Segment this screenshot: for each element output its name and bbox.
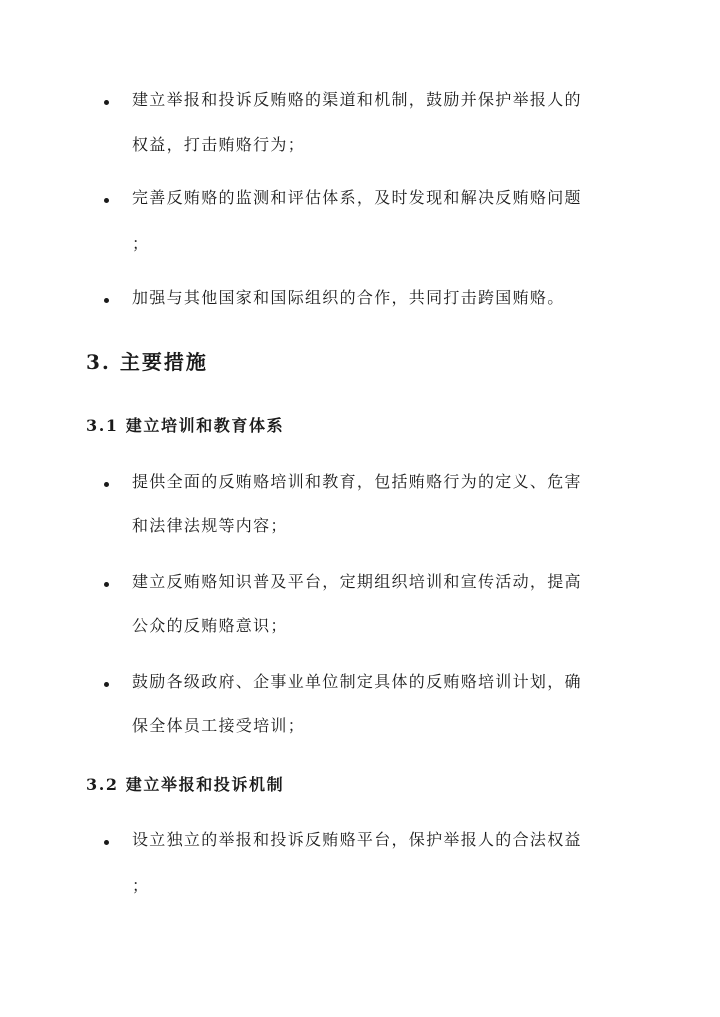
list-item-text: 提供全面的反贿赂培训和教育，包括贿赂行为的定义、危害: [132, 472, 582, 491]
bullet-icon: [104, 198, 109, 203]
list-item-text: ；: [132, 876, 150, 895]
bullet-icon: [104, 840, 109, 845]
list-item-text: 设立独立的举报和投诉反贿赂平台，保护举报人的合法权益: [132, 830, 582, 849]
subsection-heading: 3.1 建立培训和教育体系: [86, 416, 285, 435]
list-item-text: 完善反贿赂的监测和评估体系，及时发现和解决反贿赂问题: [132, 188, 582, 207]
bullet-icon: [104, 100, 109, 105]
subsection-heading: 3.2 建立举报和投诉机制: [86, 775, 285, 794]
bullet-icon: [104, 482, 109, 487]
list-item-text: 建立举报和投诉反贿赂的渠道和机制，鼓励并保护举报人的: [132, 90, 582, 109]
section-heading: 3. 主要措施: [86, 350, 208, 374]
list-item-text: 加强与其他国家和国际组织的合作，共同打击跨国贿赂。: [132, 288, 565, 307]
list-item-text: 和法律法规等内容；: [132, 516, 288, 535]
list-item-text: 鼓励各级政府、企事业单位制定具体的反贿赂培训计划，确: [132, 672, 582, 691]
bullet-icon: [104, 298, 109, 303]
list-item-text: 权益，打击贿赂行为；: [132, 135, 306, 154]
list-item-text: 公众的反贿赂意识；: [132, 616, 288, 635]
list-item-text: 建立反贿赂知识普及平台，定期组织培训和宣传活动，提高: [132, 572, 582, 591]
list-item-text: 保全体员工接受培训；: [132, 716, 306, 735]
bullet-icon: [104, 682, 109, 687]
bullet-icon: [104, 582, 109, 587]
list-item-text: ；: [132, 234, 150, 253]
